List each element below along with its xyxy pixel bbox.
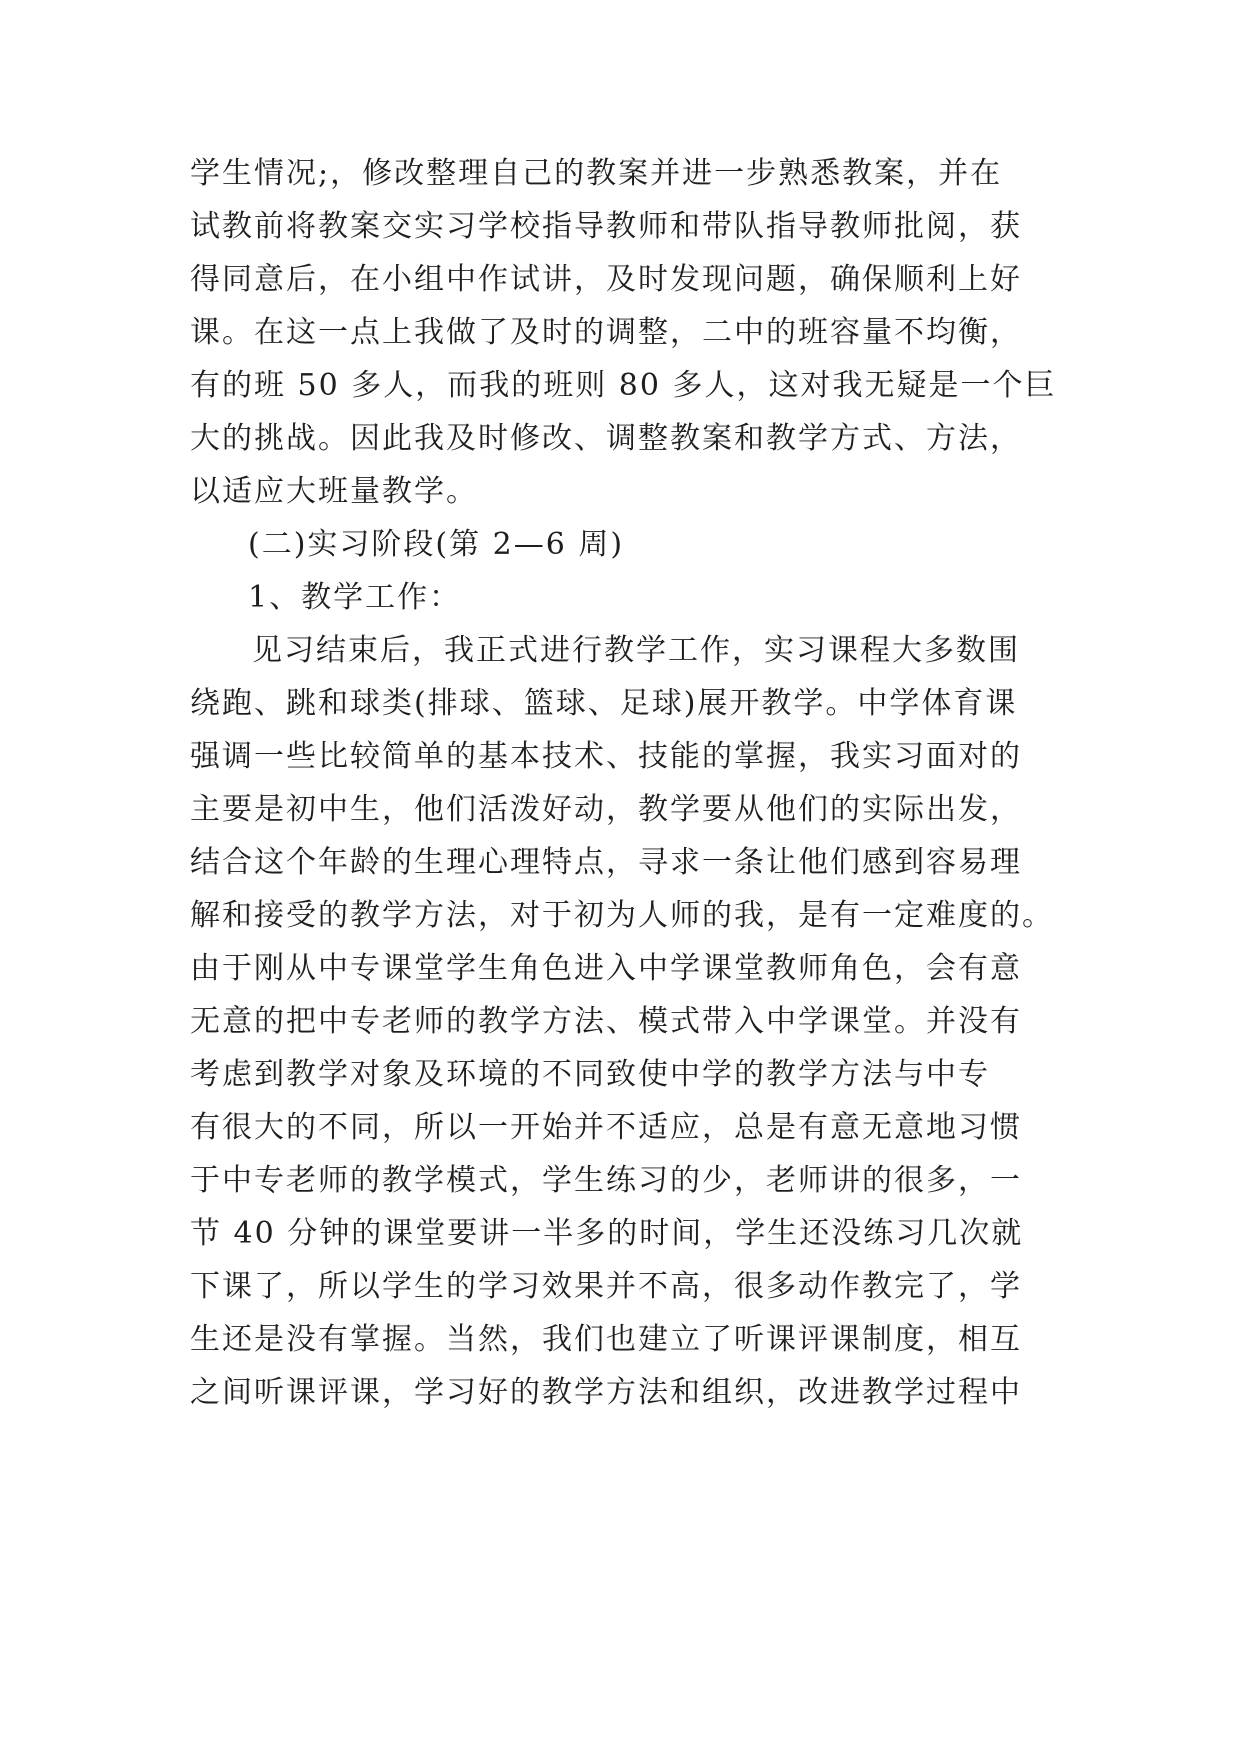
text-line: 节 40 分钟的课堂要讲一半多的时间，学生还没练习几次就 <box>190 1216 1024 1251</box>
text-line: 解和接受的教学方法，对于初为人师的我，是有一定难度的。 <box>190 898 1054 933</box>
text-line: 有的班 50 多人，而我的班则 80 多人，这对我无疑是一个巨 <box>190 368 1057 403</box>
text-line: 生还是没有掌握。当然，我们也建立了听课评课制度，相互 <box>190 1322 1022 1357</box>
text-line: 结合这个年龄的生理心理特点，寻求一条让他们感到容易理 <box>190 845 1022 880</box>
text-line: 下课了，所以学生的学习效果并不高，很多动作教完了，学 <box>190 1269 1022 1304</box>
text-line: 绕跑、跳和球类(排球、篮球、足球)展开教学。中学体育课 <box>190 686 1018 721</box>
text-line: 大的挑战。因此我及时修改、调整教案和教学方式、方法， <box>190 421 1022 456</box>
subsection-heading: 1、教学工作： <box>248 580 462 615</box>
text-line: 见习结束后，我正式进行教学工作，实习课程大多数围 <box>252 633 1020 668</box>
text-line: 由于刚从中专课堂学生角色进入中学课堂教师角色，会有意 <box>190 951 1022 986</box>
text-line: 试教前将教案交实习学校指导教师和带队指导教师批阅，获 <box>190 209 1022 244</box>
text-line: 课。在这一点上我做了及时的调整，二中的班容量不均衡， <box>190 315 1022 350</box>
text-line: 无意的把中专老师的教学方法、模式带入中学课堂。并没有 <box>190 1004 1022 1039</box>
text-line: 主要是初中生，他们活泼好动，教学要从他们的实际出发， <box>190 792 1022 827</box>
text-line: 学生情况;，修改整理自己的教案并进一步熟悉教案，并在 <box>190 156 1003 191</box>
text-line: 以适应大班量教学。 <box>190 474 478 509</box>
text-line: 有很大的不同，所以一开始并不适应，总是有意无意地习惯 <box>190 1110 1022 1145</box>
text-line: 考虑到教学对象及环境的不同致使中学的教学方法与中专 <box>190 1057 990 1092</box>
text-line: 之间听课评课，学习好的教学方法和组织，改进教学过程中 <box>190 1375 1022 1410</box>
section-heading: (二)实习阶段(第 2—6 周) <box>248 527 625 562</box>
text-line: 得同意后，在小组中作试讲，及时发现问题，确保顺利上好 <box>190 262 1022 297</box>
text-line: 于中专老师的教学模式，学生练习的少，老师讲的很多，一 <box>190 1163 1022 1198</box>
text-line: 强调一些比较简单的基本技术、技能的掌握，我实习面对的 <box>190 739 1022 774</box>
